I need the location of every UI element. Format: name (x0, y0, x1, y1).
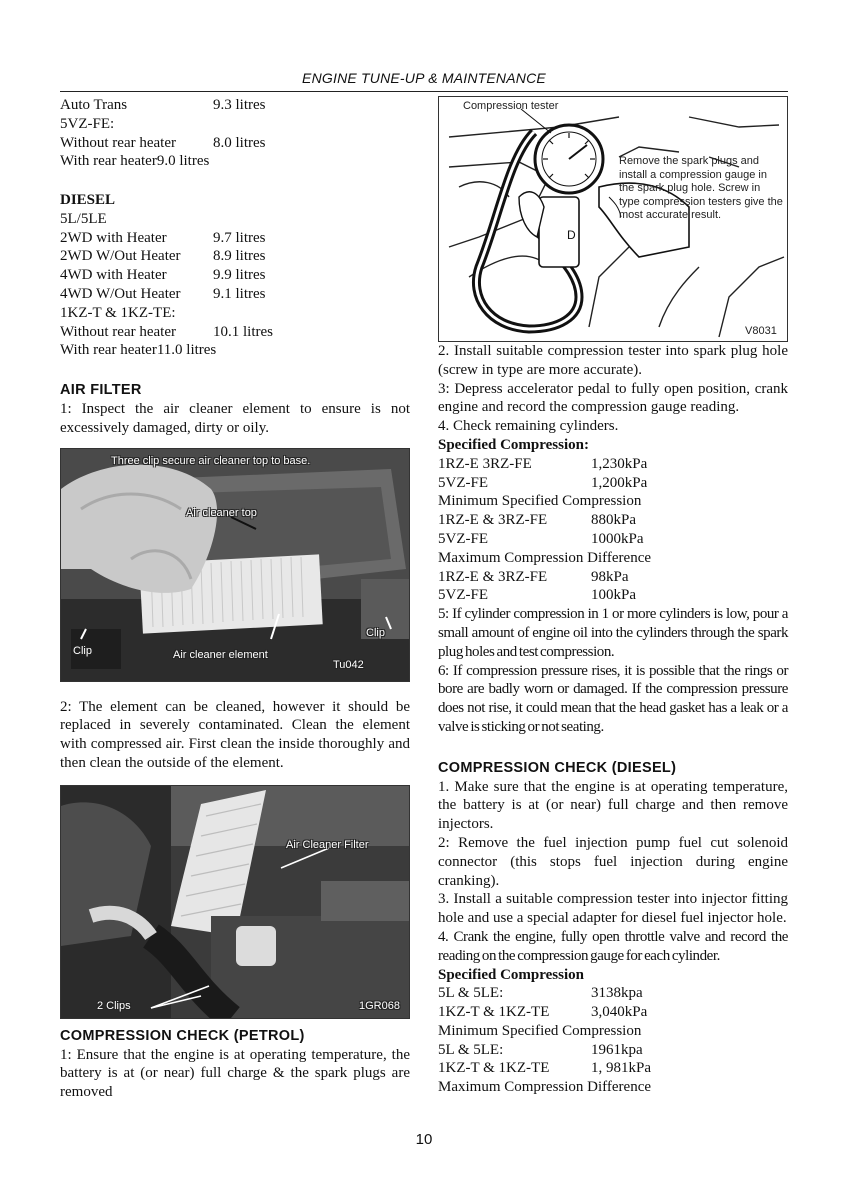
spec-row (438, 1041, 788, 1060)
spec-value: 9.7 litres (213, 229, 266, 246)
diesel-check-heading: COMPRESSION CHECK (DIESEL) (438, 759, 677, 776)
spec-heading: Minimum Specified Compression (438, 1022, 642, 1039)
spec-row (60, 229, 410, 248)
air-cleaner-filter-photo (60, 785, 410, 1019)
spec-value: 9.9 litres (213, 267, 266, 284)
spec-heading: Specified Compression (438, 966, 584, 983)
spec-value: 1000kPa (591, 530, 644, 547)
petrol-heading: COMPRESSION CHECK (PETROL) (60, 1027, 305, 1044)
spec-label: Without rear heater (60, 134, 177, 151)
spec-value: 1, 981kPa (591, 1060, 651, 1077)
air-cleaner-photo (60, 448, 410, 682)
header-rule (60, 91, 788, 92)
diesel-step3: 3. Install a suitable compression tester into injector fitting hole and use a special adapter for diesel fuel injector hole. (438, 891, 788, 927)
photo-caption: Three clip secure air cleaner top to base. (111, 454, 311, 467)
spec-value: 8.0 litres (213, 134, 266, 151)
petrol-step6: 6: If compression pressure rises, it is possible that the rings or bore are badly worn or damaged. If the compression pressure does not rise, it could mean that the head gasket has a leak or a valve is sticking or not seating. (438, 662, 788, 735)
petrol-step4: 4. Check remaining cylinders. (438, 418, 619, 435)
air-filter-step2: 2: The element can be cleaned, however it should be replaced in severely contaminated. Clean the element with compressed air. First clean the inside thoroughly and then clean the outside of the element. (60, 698, 410, 771)
photo-caption: Air cleaner top (186, 506, 257, 519)
petrol-step3: 3: Depress accelerator pedal to fully open position, crank engine and record the compression gauge reading. (438, 380, 788, 416)
spec-value: 9.1 litres (213, 285, 266, 302)
spec-label: 5L & 5LE: (438, 985, 504, 1002)
spec-value: 1,230kPa (591, 455, 648, 472)
spec-value: 880kPa (591, 512, 636, 529)
spec-value: 9.3 litres (213, 97, 266, 113)
spec-value: 100kPa (591, 587, 636, 604)
petrol-step5: 5: If cylinder compression in 1 or more cylinders is low, pour a small amount of engine oil into the cylinders through the spark plug holes and test compression. (438, 606, 788, 660)
spec-heading: Maximum Compression Difference (438, 549, 652, 566)
spec-label: 5L & 5LE: (438, 1041, 504, 1058)
spec-label: 5VZ-FE (438, 474, 488, 491)
petrol-step2: 2. Install suitable compression tester into spark plug hole (screw in type are more accurate). (438, 343, 788, 378)
spec-row (60, 96, 410, 115)
photo-caption: Clip (366, 626, 385, 639)
spec-value: 3,040kPa (591, 1004, 648, 1021)
spec-value: 1,200kPa (591, 474, 648, 491)
diagram-code: V8031 (745, 325, 777, 337)
spec-heading: Specified Compression: (438, 436, 589, 453)
spec-heading: Maximum Compression Difference (438, 1079, 652, 1096)
spec-row: With rear heater9.0 litres (60, 153, 210, 170)
diesel-step2: 2: Remove the fuel injection pump fuel cut solenoid connector (this stops fuel injection during engine cranking). (438, 834, 788, 889)
spec-label: 2WD with Heater (60, 229, 167, 246)
spec-label: 5VZ-FE (438, 530, 488, 547)
spec-label: 1RZ-E & 3RZ-FE (438, 512, 548, 529)
spec-row (60, 247, 410, 266)
spec-row (438, 511, 788, 530)
photo-code: 1GR068 (359, 999, 400, 1012)
spec-label: 1KZ-T & 1KZ-TE (438, 1004, 550, 1021)
spec-row (438, 984, 788, 1003)
spec-label: 1RZ-E 3RZ-FE (438, 455, 532, 472)
right-column (438, 96, 788, 1097)
spec-row (438, 474, 788, 493)
spec-row (438, 530, 788, 549)
photo-caption: Air cleaner element (173, 648, 268, 661)
spec-value: 10.1 litres (213, 323, 273, 340)
spec-heading: Minimum Specified Compression (438, 493, 642, 510)
spec-row (438, 1059, 788, 1078)
spec-row (438, 568, 788, 587)
diagram-note: Remove the spark plugs and install a compression gauge in the spark plug hole. Screw in type compression testers give the most accurate result. (619, 155, 783, 221)
spec-label: 1KZ-T & 1KZ-TE (438, 1060, 550, 1077)
spec-row (438, 1003, 788, 1022)
petrol-step1: 1: Ensure that the engine is at operating temperature, the battery is at (or near) full charge & the spark plugs are removed (60, 1046, 410, 1101)
svg-text:D: D (567, 228, 576, 242)
spec-label: 5VZ-FE (438, 587, 488, 604)
spec-row (438, 455, 788, 474)
spec-value: 98kPa (591, 568, 629, 585)
spec-label: Auto Trans (60, 97, 128, 113)
model-label: 5VZ-FE: (60, 115, 115, 132)
spec-label: 4WD with Heater (60, 267, 167, 284)
air-filter-heading: AIR FILTER (60, 382, 142, 399)
model-label: 1KZ-T & 1KZ-TE: (60, 304, 176, 321)
air-filter-step1: 1: Inspect the air cleaner element to ensure is not excessively damaged, dirty or oily. (60, 400, 410, 436)
spec-row (60, 285, 410, 304)
diesel-step4: 4. Crank the engine, fully open throttle valve and record the reading on the compression gauge for each cylinder. (438, 928, 788, 964)
spec-row: With rear heater11.0 litres (60, 342, 217, 359)
photo-caption: Air Cleaner Filter (286, 838, 369, 851)
photo-code: Tu042 (333, 658, 364, 671)
left-column (60, 96, 410, 1102)
diesel-heading: DIESEL (60, 191, 116, 208)
model-label: 5L/5LE (60, 210, 107, 227)
page-number: 10 (415, 1131, 433, 1148)
compression-tester-diagram (438, 96, 788, 342)
spec-value: 1961kpa (591, 1041, 643, 1058)
spec-label: 2WD W/Out Heater (60, 248, 181, 265)
spec-row (60, 134, 410, 153)
photo-caption: 2 Clips (97, 999, 131, 1012)
spec-row (60, 323, 410, 342)
spec-value: 3138kpa (591, 985, 643, 1002)
air-cleaner-photo-art (61, 449, 409, 681)
spec-row (60, 266, 410, 285)
air-cleaner-filter-photo-art (61, 786, 409, 1018)
spec-label: Without rear heater (60, 323, 177, 340)
spec-label: 4WD W/Out Heater (60, 285, 181, 302)
spec-value: 8.9 litres (213, 248, 266, 265)
diesel-step1: 1. Make sure that the engine is at operating temperature, the battery is at (or near) full charge and then remove injectors. (438, 778, 788, 833)
photo-caption: Clip (73, 644, 92, 657)
page-header: ENGINE TUNE-UP & MAINTENANCE (302, 70, 546, 86)
spec-label: 1RZ-E & 3RZ-FE (438, 568, 548, 585)
spec-row (438, 586, 788, 605)
diagram-label: Compression tester (463, 100, 559, 112)
